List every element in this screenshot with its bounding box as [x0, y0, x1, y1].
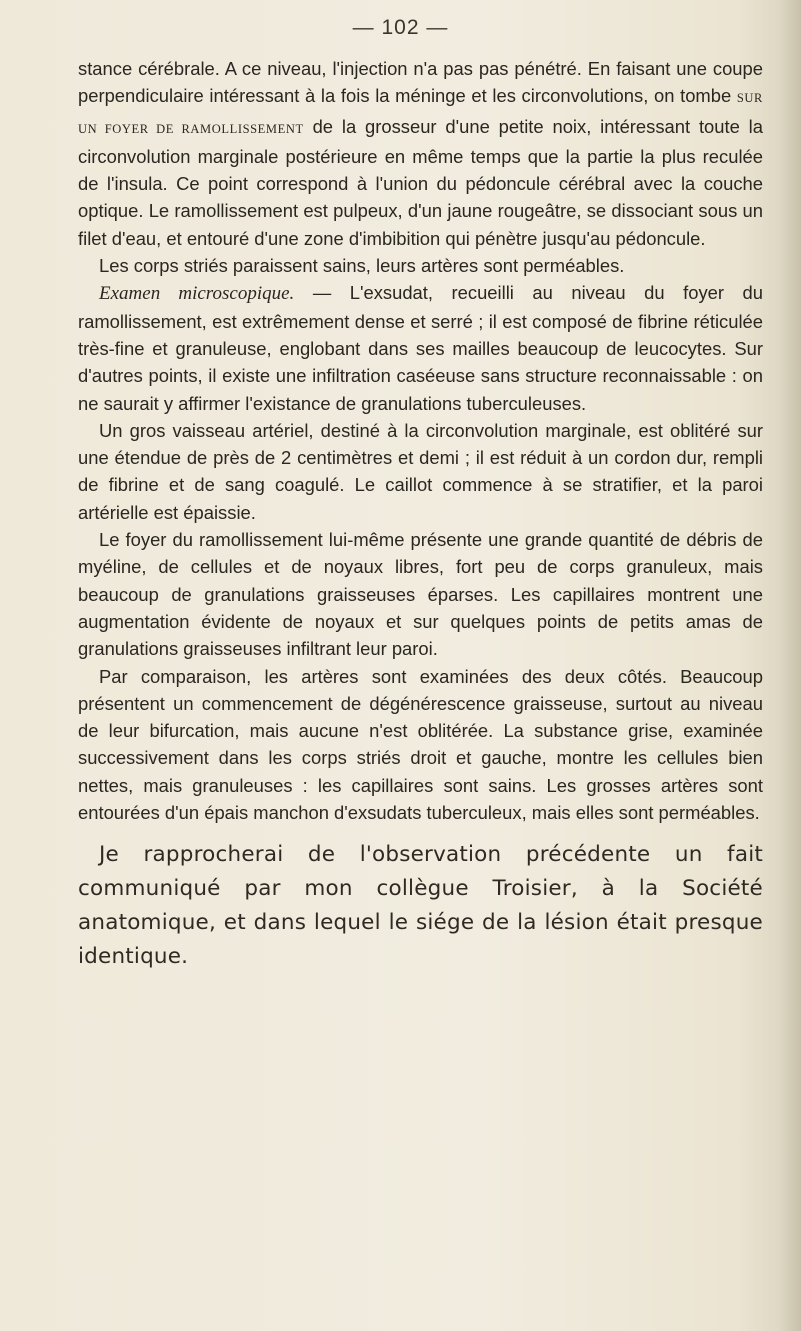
paragraph-3-heading: Examen microscopique. — [99, 283, 295, 305]
paragraph-1-text-b: de la grosseur d'une petite noix, intéressant toute la circonvolution marginale postérieure en même temps que la partie la plus reculée de l'insula. Ce point correspond à l'union du pédoncule cérébral avec la couche optique. Le ramollissement est pulpeux, d'un jaune rougeâtre, se dissociant sous un filet d'eau, et entouré d'une zone d'imbibition qui pénètre jusqu'au pédoncule. — [78, 115, 763, 249]
paragraph-7-closing: Je rapprocherai de l'observation précédente un fait communiqué par mon collègue Troisier, à la Société anatomique, et dans lequel le siége de la lésion était presque identique. — [78, 842, 763, 970]
paragraph-1-text-a: stance cérébrale. A ce niveau, l'injection n'a pas pas pénétré. En faisant une coupe perpendiculaire intéressant à la fois la méninge et les circonvolutions, on tombe — [78, 58, 763, 107]
paragraph-1 — [78, 55, 763, 252]
paragraph-1-smallcaps: SUR UN FOYER DE RAMOLLISSEMENT — [78, 91, 763, 136]
paragraph-3-text: — L'exsudat, recueilli au niveau du foyer du ramollissement, est extrêmement dense et serré ; il est composé de fibrine réticulée très-fine et granuleuse, englobant dans ses mailles beaucoup de leucocytes. Sur d'autres points, il existe une infiltration caséeuse sans structure reconnaissable : on ne saurait y affirmer l'existance de granulations tuberculeuses. — [78, 282, 763, 414]
paragraph-4: Un gros vaisseau artériel, destiné à la circonvolution marginale, est oblitéré sur une étendue de près de 2 centimètres et demi ; il est réduit à un cordon dur, rempli de fibrine et de sang coagulé. Le caillot commence à se stratifier, et la paroi artérielle est épaissie. — [78, 419, 763, 523]
body-text — [78, 55, 763, 974]
paragraph-2: Les corps striés paraissent sains, leurs artères sont perméables. — [99, 255, 625, 277]
page-edge-shadow — [779, 0, 801, 1331]
page-number: — 102 — — [352, 16, 449, 39]
paragraph-3 — [78, 279, 763, 416]
paragraph-6: Par comparaison, les artères sont examinées des deux côtés. Beaucoup présentent un commencement de dégénérescence graisseuse, surtout au niveau de leur bifurcation, mais aucune n'est oblitérée. La substance grise, examinée successivement dans les corps striés droit et gauche, montre les cellules bien nettes, mais granuleuses : les capillaires sont sains. Les grosses artères sont entourées d'un épais manchon d'exsudats tuberculeux, mais elles sont perméables. — [78, 665, 763, 824]
paragraph-5: Le foyer du ramollissement lui-même présente une grande quantité de débris de myéline, de cellules et de noyaux libres, fort peu de corps granuleux, mais beaucoup de granulations graisseuses éparses. Les capillaires montrent une augmentation évidente de noyaux et sur quelques points de petits amas de granulations graisseuses infiltrant leur paroi. — [78, 529, 763, 660]
